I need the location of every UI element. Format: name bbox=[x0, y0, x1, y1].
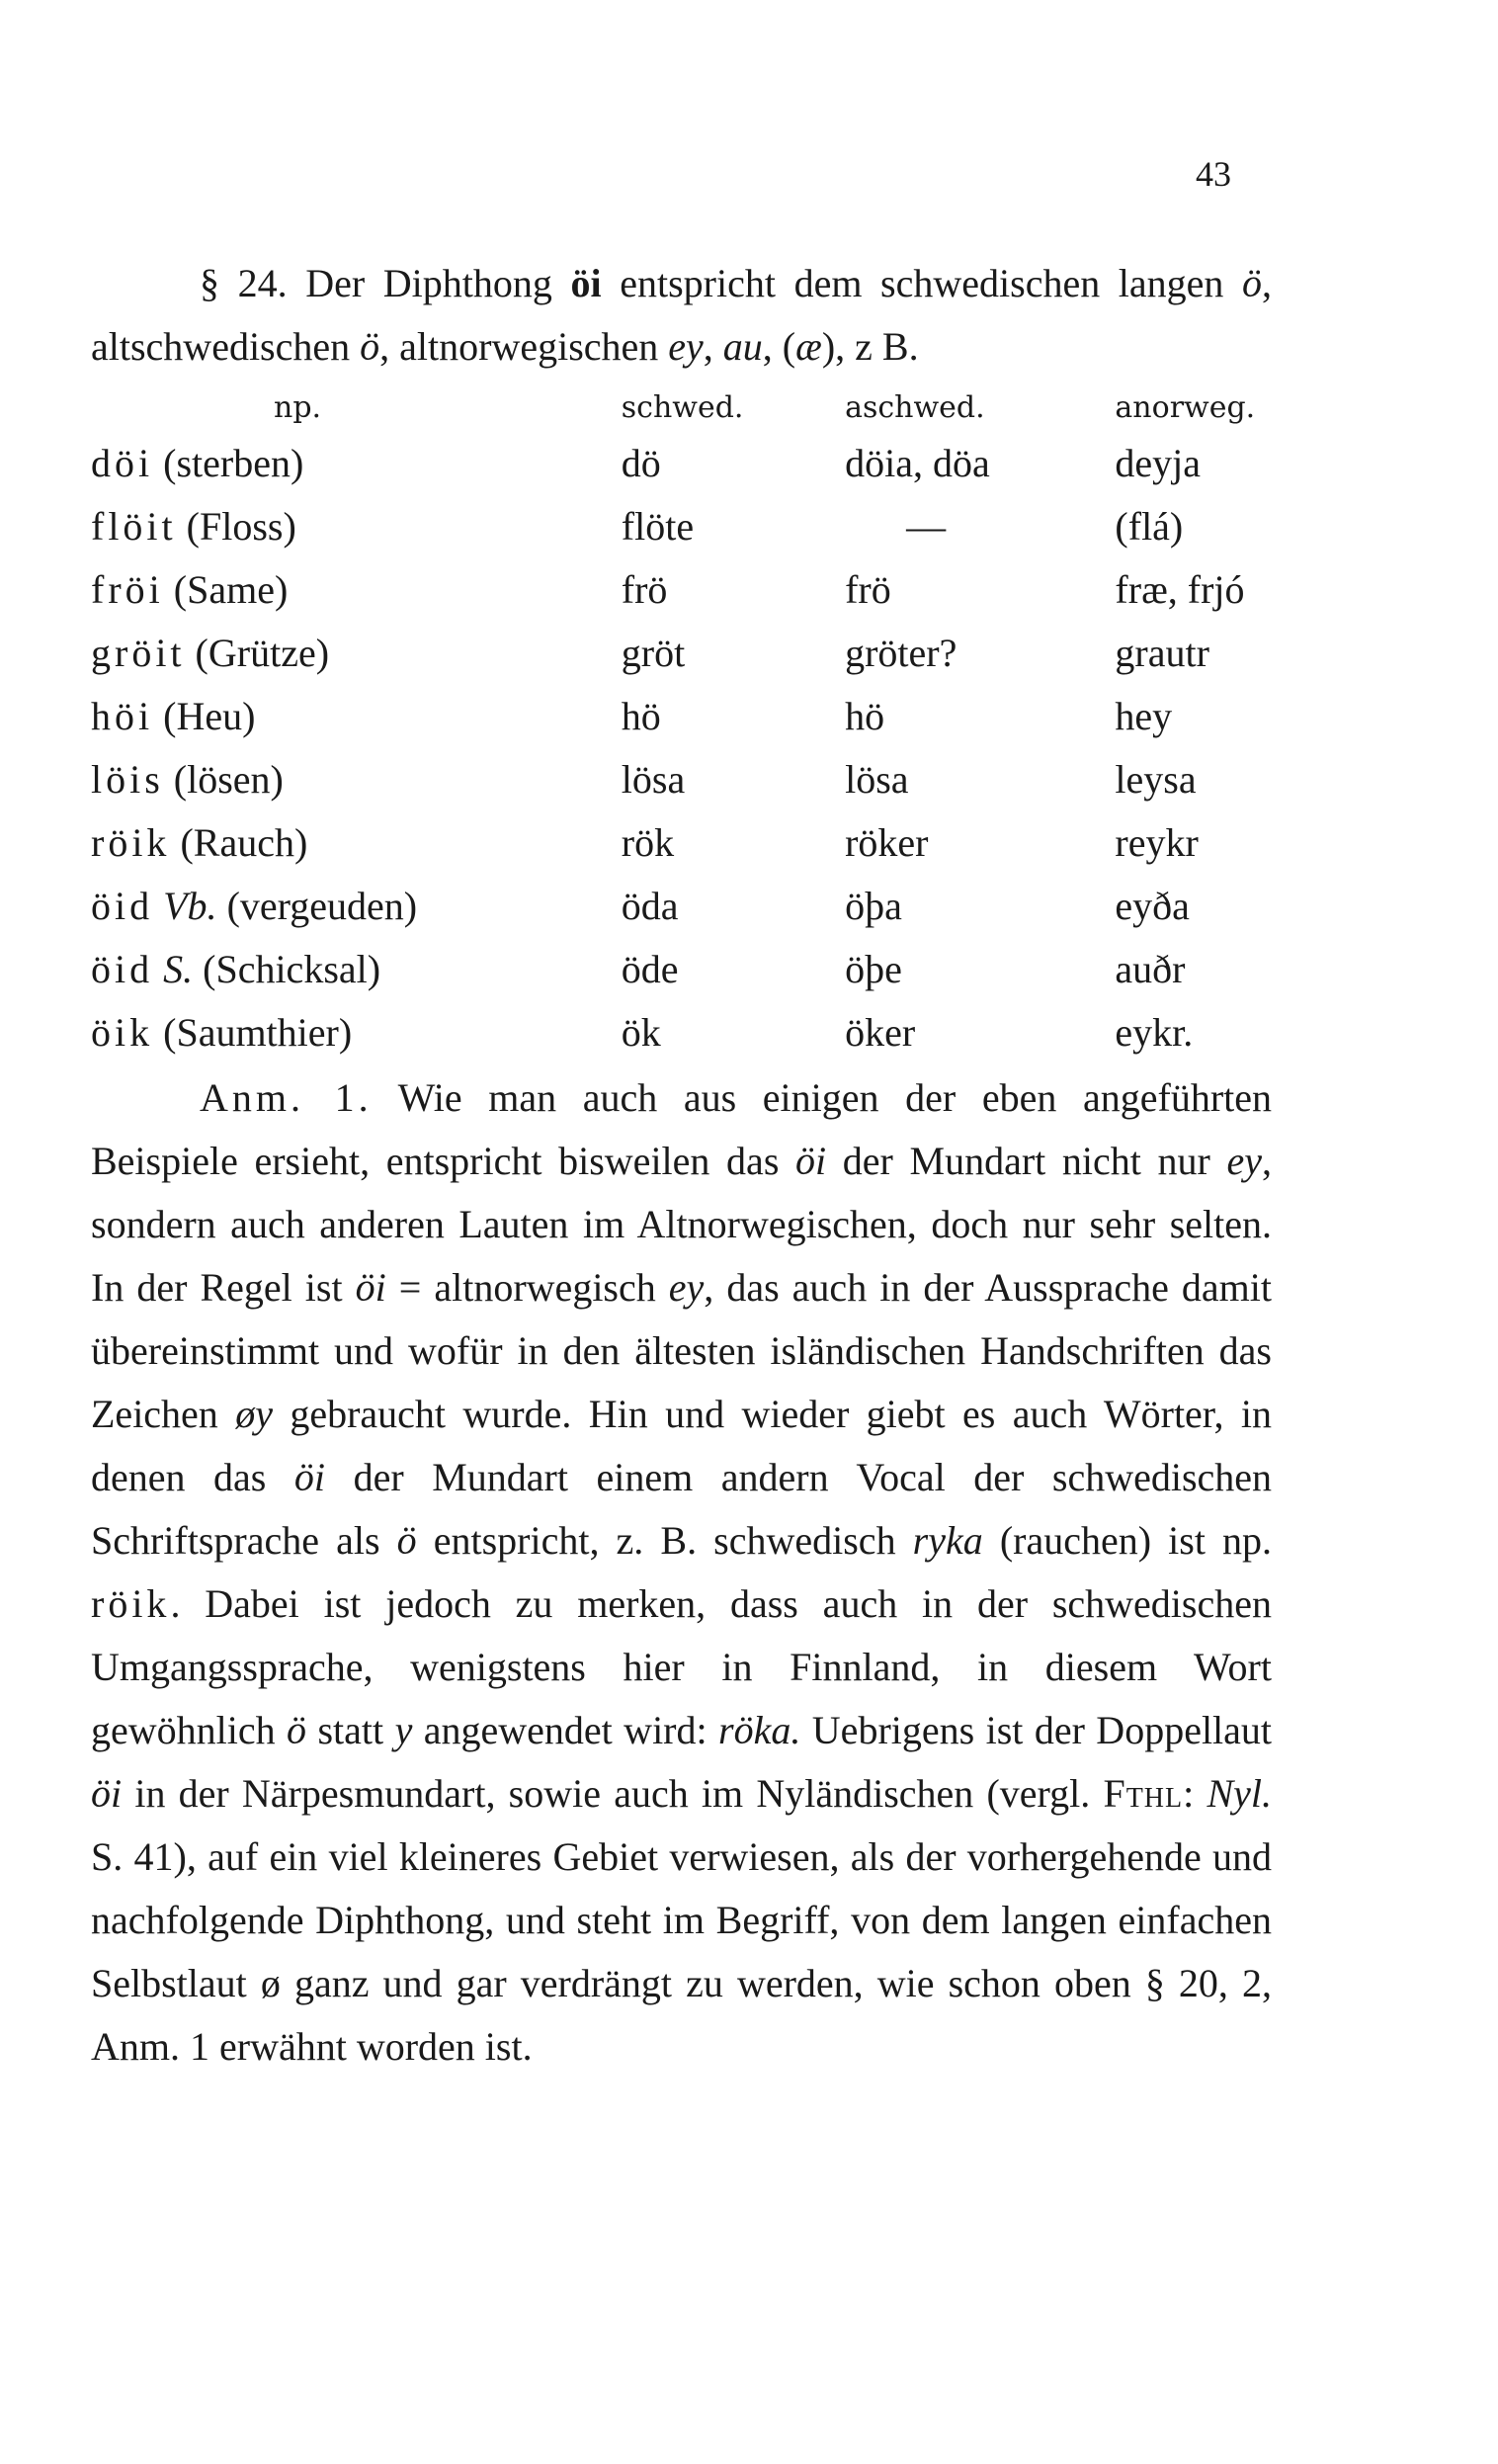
np-gloss: (sterben) bbox=[163, 441, 304, 485]
text-run: Wie man auch aus einigen der eben angeführten Beispiele ersieht, entspricht bisweilen das bbox=[91, 1075, 1273, 1183]
aschwed-cell: öþe bbox=[845, 947, 902, 991]
np-gloss-abbrev: S. bbox=[163, 947, 194, 991]
anorweg-cell: deyja bbox=[1115, 441, 1202, 485]
np-gloss: (Heu) bbox=[163, 694, 256, 738]
anorweg-cell: grautr bbox=[1115, 631, 1209, 675]
header-np: np. bbox=[274, 390, 322, 425]
aschwed-cell: lösa bbox=[845, 757, 909, 802]
text-run: angewendet wird: bbox=[423, 1708, 707, 1752]
schwed-cell: flöte bbox=[621, 504, 695, 549]
diphthong-oi: öi bbox=[570, 261, 602, 305]
np-gloss: (Same) bbox=[173, 567, 289, 612]
table-row bbox=[91, 748, 1272, 811]
italic-run: au bbox=[722, 324, 763, 369]
author-abbrev: Fthl bbox=[1103, 1771, 1184, 1816]
anm-label: Anm. 1. bbox=[200, 1075, 373, 1120]
anorweg-cell: leysa bbox=[1115, 757, 1197, 802]
anorweg-cell: hey bbox=[1115, 694, 1173, 738]
text-run: , bbox=[703, 324, 713, 369]
italic-run: Nyl. bbox=[1207, 1771, 1273, 1816]
italic-run: öi bbox=[795, 1139, 827, 1183]
np-word: gröit bbox=[91, 631, 186, 675]
italic-run: ö bbox=[287, 1708, 307, 1752]
np-gloss: (Schicksal) bbox=[203, 947, 381, 991]
text-run: S. 41), auf ein viel kleineres Gebiet verwiesen, als der vorhergehende und nachfolgende Diphthong, und steht im Begriff, von dem langen einfachen Selbstlaut ø ganz und gar verdrängt zu werden, wie schon oben § 20, 2, Anm. 1 erwähnt worden ist. bbox=[91, 1834, 1272, 2069]
anorweg-cell: fræ, frjó bbox=[1115, 567, 1245, 612]
italic-run: ö bbox=[396, 1518, 417, 1563]
table-row bbox=[91, 432, 1272, 495]
table-row bbox=[91, 558, 1272, 622]
np-gloss: (Floss) bbox=[186, 504, 296, 549]
text-run: in der Närpesmundart, sowie auch im Nyländischen (vergl. bbox=[134, 1771, 1091, 1816]
text-run: der Mundart nicht nur bbox=[842, 1139, 1210, 1183]
np-word: röik bbox=[91, 820, 171, 865]
italic-run: øy bbox=[235, 1392, 273, 1436]
text-run: = altnorwegisch bbox=[398, 1265, 656, 1310]
text-block bbox=[91, 252, 1272, 2079]
np-gloss: (Rauch) bbox=[180, 820, 308, 865]
header-schwed: schwed. bbox=[621, 390, 744, 425]
spaced-word: röik bbox=[91, 1581, 171, 1626]
text-run: gebraucht wurde. Hin und wieder giebt es auch Wörter, in denen das bbox=[91, 1392, 1273, 1499]
italic-run: öi bbox=[91, 1771, 123, 1816]
header-aschwed: aschwed. bbox=[845, 390, 985, 425]
text-run: , altnorwegischen bbox=[379, 324, 659, 369]
anorweg-cell: eyða bbox=[1115, 884, 1190, 928]
italic-run: ey bbox=[668, 324, 704, 369]
table-row bbox=[91, 622, 1272, 685]
text-run: (rauchen) ist np. bbox=[999, 1518, 1273, 1563]
italic-run: ö bbox=[1242, 261, 1263, 305]
schwed-cell: gröt bbox=[621, 631, 686, 675]
np-cell bbox=[91, 432, 622, 495]
text-run: . Dabei ist jedoch zu merken, dass auch in der schwedischen Umgangssprache, wenigstens hier in Finnland, in diesem Wort gewöhnlich bbox=[91, 1581, 1272, 1752]
text-run: ), z B. bbox=[821, 324, 919, 369]
np-cell bbox=[91, 558, 622, 622]
anm-1-paragraph bbox=[91, 1066, 1272, 2079]
np-word: höi bbox=[91, 694, 154, 738]
word-comparison-table bbox=[91, 384, 1272, 1064]
italic-run: ryka bbox=[912, 1518, 983, 1563]
table-row bbox=[91, 875, 1272, 938]
table-row bbox=[91, 1001, 1272, 1064]
aschwed-cell: — bbox=[906, 504, 947, 549]
text-run: statt bbox=[317, 1708, 384, 1752]
schwed-cell: öda bbox=[621, 884, 679, 928]
np-gloss: (Grütze) bbox=[195, 631, 330, 675]
np-gloss: (Saumthier) bbox=[163, 1010, 353, 1055]
aschwed-cell: gröter? bbox=[845, 631, 957, 675]
np-cell bbox=[91, 685, 622, 748]
text-run: Der Diphthong bbox=[305, 261, 552, 305]
page-number: 43 bbox=[1196, 154, 1231, 194]
schwed-cell: rök bbox=[621, 820, 675, 865]
table-header-row bbox=[91, 384, 1272, 432]
text-run: , das auch in der Aussprache damit übereinstimmt und wofür in den ältesten isländischen Handschriften das Zeichen bbox=[91, 1265, 1272, 1436]
np-word: döi bbox=[91, 441, 154, 485]
section-number: § 24. bbox=[200, 261, 288, 305]
np-cell bbox=[91, 938, 622, 1001]
italic-run: ey bbox=[1226, 1139, 1262, 1183]
italic-run: röka. bbox=[718, 1708, 801, 1752]
np-word: öid bbox=[91, 947, 154, 991]
text-run: : bbox=[1183, 1771, 1195, 1816]
schwed-cell: lösa bbox=[621, 757, 686, 802]
np-word: öik bbox=[91, 1010, 154, 1055]
np-word: fröi bbox=[91, 567, 164, 612]
text-run: , ( bbox=[762, 324, 796, 369]
italic-run: ey bbox=[668, 1265, 705, 1310]
text-run: entspricht dem schwedischen langen bbox=[620, 261, 1224, 305]
text-run: der Mundart einem andern Vocal der schwedischen Schriftsprache als bbox=[91, 1455, 1273, 1563]
schwed-cell: ök bbox=[621, 1010, 661, 1055]
np-cell bbox=[91, 1001, 622, 1064]
aschwed-cell: hö bbox=[845, 694, 885, 738]
italic-run: öi bbox=[355, 1265, 386, 1310]
np-gloss-abbrev: Vb. bbox=[163, 884, 217, 928]
np-cell bbox=[91, 622, 622, 685]
anorweg-cell: reykr bbox=[1115, 820, 1199, 865]
schwed-cell: frö bbox=[621, 567, 668, 612]
italic-run: öi bbox=[293, 1455, 326, 1499]
np-word: löis bbox=[91, 757, 164, 802]
np-cell bbox=[91, 875, 622, 938]
np-word: flöit bbox=[91, 504, 177, 549]
schwed-cell: öde bbox=[621, 947, 679, 991]
italic-run: æ bbox=[795, 324, 822, 369]
np-word: öid bbox=[91, 884, 154, 928]
schwed-cell: hö bbox=[621, 694, 661, 738]
table-row bbox=[91, 811, 1272, 875]
np-gloss: (lösen) bbox=[173, 757, 284, 802]
anorweg-cell: auðr bbox=[1115, 947, 1186, 991]
text-run: , sondern auch anderen Lauten im Altnorwegischen, doch nur sehr selten. In der Regel ist bbox=[91, 1139, 1272, 1310]
aschwed-cell: öker bbox=[845, 1010, 916, 1055]
np-cell bbox=[91, 495, 622, 558]
text-run: Uebrigens ist der Doppellaut bbox=[811, 1708, 1273, 1752]
table-row bbox=[91, 495, 1272, 558]
aschwed-cell: döia, döa bbox=[845, 441, 990, 485]
np-cell bbox=[91, 811, 622, 875]
aschwed-cell: röker bbox=[845, 820, 929, 865]
aschwed-cell: öþa bbox=[845, 884, 902, 928]
text-run: , altschwedischen bbox=[91, 261, 1273, 369]
anorweg-cell: (flá) bbox=[1115, 504, 1184, 549]
italic-run: ö bbox=[360, 324, 380, 369]
aschwed-cell: frö bbox=[845, 567, 891, 612]
text-run: entspricht, z. B. schwedisch bbox=[433, 1518, 896, 1563]
section-24-paragraph bbox=[91, 252, 1272, 379]
anorweg-cell: eykr. bbox=[1115, 1010, 1194, 1055]
np-gloss: (vergeuden) bbox=[226, 884, 418, 928]
header-anorweg: anorweg. bbox=[1115, 390, 1256, 425]
table-row bbox=[91, 938, 1272, 1001]
table-row bbox=[91, 685, 1272, 748]
schwed-cell: dö bbox=[621, 441, 661, 485]
italic-run: y bbox=[394, 1708, 413, 1752]
np-cell bbox=[91, 748, 622, 811]
